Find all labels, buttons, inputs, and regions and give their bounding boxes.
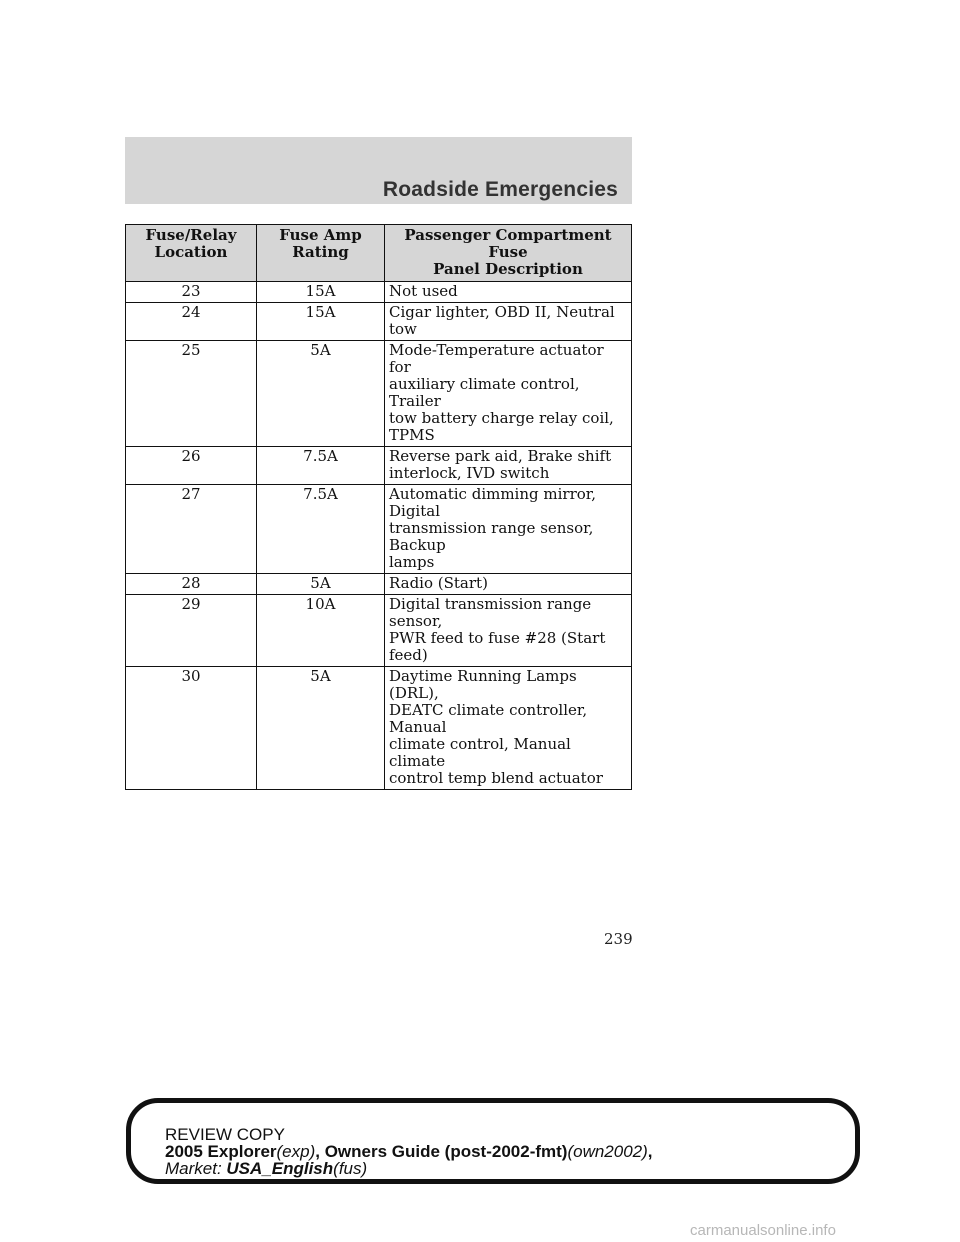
footer-line-1: REVIEW COPY (165, 1125, 285, 1144)
footer-run: Market: (165, 1159, 227, 1178)
fuse-amp-rating: 15A (257, 282, 385, 303)
footer-line-2 (165, 1143, 653, 1160)
description-line: DEATC climate controller, Manual (389, 701, 588, 736)
table-row (126, 574, 632, 595)
description-line: Reverse park aid, Brake shift (389, 447, 612, 465)
description-line: Not used (389, 282, 458, 300)
fuse-amp-rating: 5A (257, 667, 385, 790)
fuse-description (385, 303, 632, 341)
footer-run: (own2002) (567, 1142, 648, 1161)
table-row (126, 667, 632, 790)
description-line: control temp blend actuator (389, 769, 603, 787)
section-title: Roadside Emergencies (382, 178, 618, 201)
footer-run: (fus) (333, 1159, 368, 1178)
description-line: Daytime Running Lamps (DRL), (389, 667, 577, 702)
fuse-description (385, 282, 632, 303)
footer-run: (exp) (276, 1142, 316, 1161)
footer-run: , Owners Guide (post-2002-fmt) (315, 1142, 568, 1161)
watermark: carmanualsonline.info (690, 1222, 836, 1239)
table-row (126, 595, 632, 667)
header-location: Fuse/Relay Location (126, 225, 257, 282)
fuse-location: 28 (126, 574, 257, 595)
fuse-location: 23 (126, 282, 257, 303)
fuse-amp-rating: 15A (257, 303, 385, 341)
fuse-location: 27 (126, 485, 257, 574)
fuse-amp-rating: 10A (257, 595, 385, 667)
footer-run: 2005 Explorer (165, 1142, 277, 1161)
header-amp-rating: Fuse Amp Rating (257, 225, 385, 282)
description-line: Radio (Start) (389, 574, 488, 592)
section-header-band (125, 137, 632, 204)
description-line: transmission range sensor, Backup (389, 519, 594, 554)
fuse-description (385, 485, 632, 574)
fuse-amp-rating: 5A (257, 574, 385, 595)
fuse-location: 26 (126, 447, 257, 485)
description-line: Mode-Temperature actuator for (389, 341, 604, 376)
table-row (126, 341, 632, 447)
description-line: Automatic dimming mirror, Digital (389, 485, 597, 520)
table-row (126, 282, 632, 303)
fuse-location: 24 (126, 303, 257, 341)
description-line: lamps (389, 553, 435, 571)
fuse-description (385, 574, 632, 595)
fuse-location: 25 (126, 341, 257, 447)
description-line: Digital transmission range sensor, (389, 595, 592, 630)
fuse-table (125, 224, 632, 790)
description-line: auxiliary climate control, Trailer (389, 375, 580, 410)
description-line: Cigar lighter, OBD II, Neutral tow (389, 303, 615, 338)
fuse-location: 29 (126, 595, 257, 667)
table-row (126, 485, 632, 574)
description-line: PWR feed to fuse #28 (Start feed) (389, 629, 606, 664)
footer-run: , (647, 1142, 653, 1161)
table-row (126, 447, 632, 485)
description-line: interlock, IVD switch (389, 464, 550, 482)
footer-line-3 (165, 1160, 653, 1177)
fuse-location: 30 (126, 667, 257, 790)
description-line: tow battery charge relay coil, (389, 409, 614, 427)
description-line: TPMS (389, 426, 435, 444)
table-row (126, 303, 632, 341)
fuse-description (385, 341, 632, 447)
page-number: 239 (604, 930, 633, 948)
footer-run: USA_English (226, 1159, 334, 1178)
fuse-description (385, 447, 632, 485)
fuse-amp-rating: 7.5A (257, 447, 385, 485)
fuse-description (385, 667, 632, 790)
fuse-description (385, 595, 632, 667)
header-description: Passenger Compartment Fuse Panel Description (385, 225, 632, 282)
description-line: climate control, Manual climate (389, 735, 571, 770)
fuse-amp-rating: 5A (257, 341, 385, 447)
fuse-amp-rating: 7.5A (257, 485, 385, 574)
table-header-row (126, 225, 632, 282)
table-body (126, 282, 632, 790)
review-copy-text (165, 1126, 653, 1177)
